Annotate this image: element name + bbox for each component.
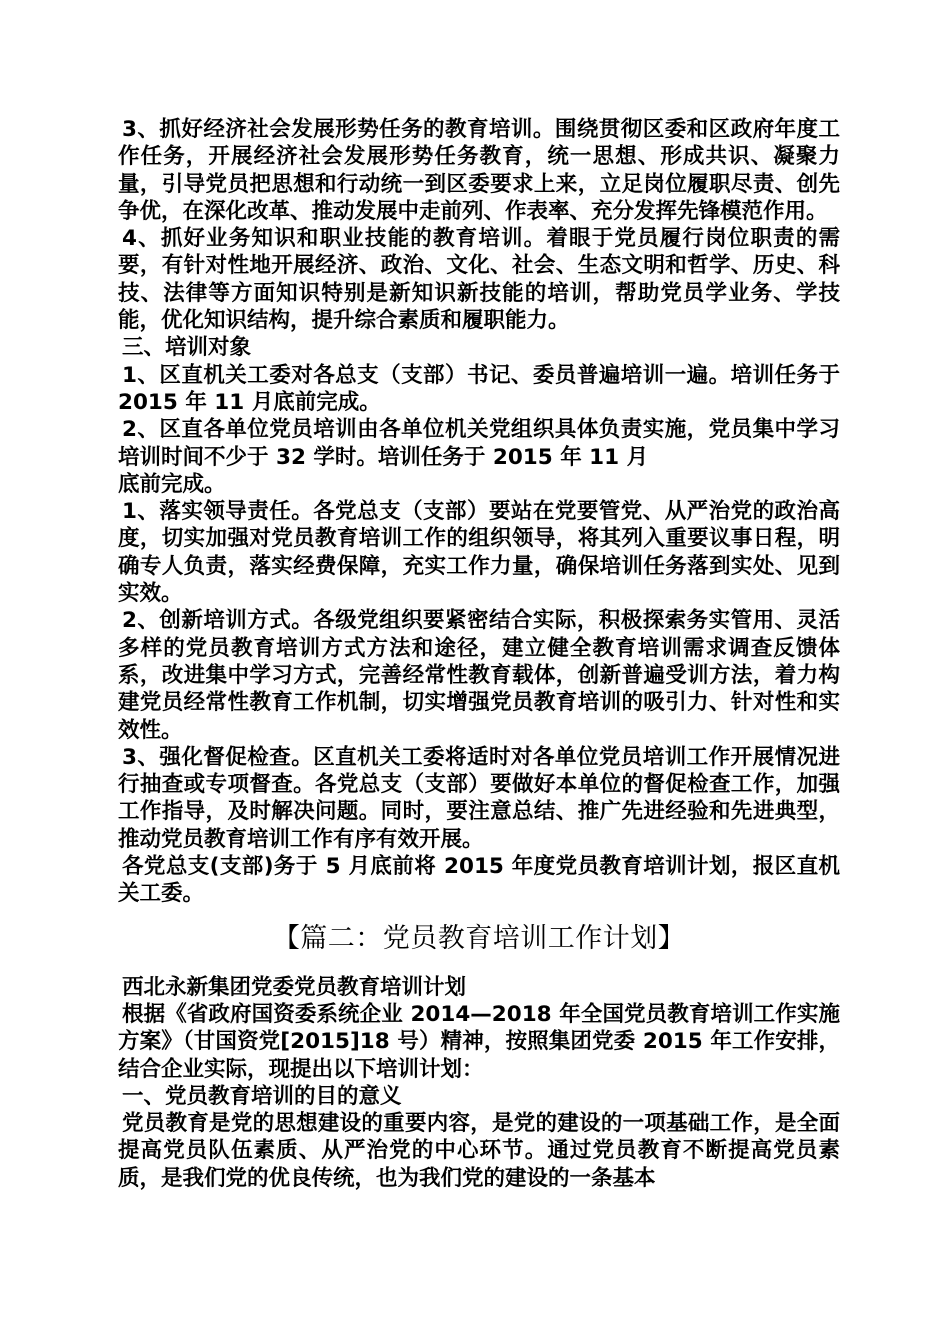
paragraph-4-continued: 底前完成。	[118, 471, 226, 497]
paragraph-2: 4、抓好业务知识和职业技能的教育培训。着眼于党员履行岗位职责的需要，有针对性地开展经济、政治、文化、社会、生态文明和哲学、历史、科技、法律等方面知识特别是新知识新技能的培训，帮助党员学业务、学技能，优化知识结构，提升综合素质和履职能力。	[118, 226, 840, 334]
paragraph-7: 3、强化督促检查。区直机关工委将适时对各单位党员培训工作开展情况进行抽查或专项督查。各党总支（支部）要做好本单位的督促检查工作，加强工作指导，及时解决问题。同时，要注意总结、推广先进经验和先进典型，推动党员教育培训工作有序有效开展。	[118, 744, 840, 852]
subheading-purpose: 一、党员教育培训的目的意义	[122, 1083, 402, 1109]
plan-title: 西北永新集团党委党员教育培训计划	[122, 974, 467, 1000]
paragraph-4: 2、区直各单位党员培训由各单位机关党组织具体负责实施，党员集中学习培训时间不少于 32 学时。培训任务于 2015 年 11 月	[118, 417, 840, 470]
paragraph-1: 3、抓好经济社会发展形势任务的教育培训。围绕贯彻区委和区政府年度工作任务，开展经济社会发展形势任务教育，统一思想、形成共识、凝聚力量，引导党员把思想和行动统一到区委要求上来，立足岗位履职尽责、创先争优，在深化改革、推动发展中走前列、作表率、充分发挥先锋模范作用。	[118, 117, 840, 224]
paragraph-8: 各党总支(支部)务于 5 月底前将 2015 年度党员教育培训计划，报区直机关工委。	[118, 854, 840, 907]
paragraph-5: 1、落实领导责任。各党总支（支部）要站在党要管党、从严治党的政治高度，切实加强对党员教育培训工作的组织领导，将其列入重要议事日程，明确专人负责，落实经费保障，充实工作力量，确保培训任务落到实处、见到实效。	[118, 499, 840, 607]
document-body	[118, 116, 840, 1192]
paragraph-6: 2、创新培训方式。各级党组织要紧密结合实际，积极探索务实管用、灵活多样的党员教育培训方式方法和途径，建立健全教育培训需求调查反馈体系，改进集中学习方式，完善经常性教育载体，创新普遍受训方法，着力构建党员经常性教育工作机制，切实增强党员教育培训的吸引力、针对性和实效性。	[118, 608, 840, 743]
paragraph-3: 1、区直机关工委对各总支（支部）书记、委员普遍培训一遍。培训任务于 2015 年 11 月底前完成。	[118, 362, 840, 415]
section-heading: 【篇二：党员教育培训工作计划】	[272, 922, 686, 954]
paragraph-9: 根据《省政府国资委系统企业 2014—2018 年全国党员教育培训工作实施方案》（甘国资党[2015]18 号）精神，按照集团党委 2015 年工作安排，结合企业实际，现提出以下培训计划：	[118, 1001, 840, 1082]
paragraph-10: 党员教育是党的思想建设的重要内容，是党的建设的一项基础工作，是全面提高党员队伍素质、从严治党的中心环节。通过党员教育不断提高党员素质，是我们党的优良传统，也为我们党的建设的一条基本	[118, 1111, 840, 1191]
subheading-training-targets: 三、培训对象	[122, 335, 252, 361]
